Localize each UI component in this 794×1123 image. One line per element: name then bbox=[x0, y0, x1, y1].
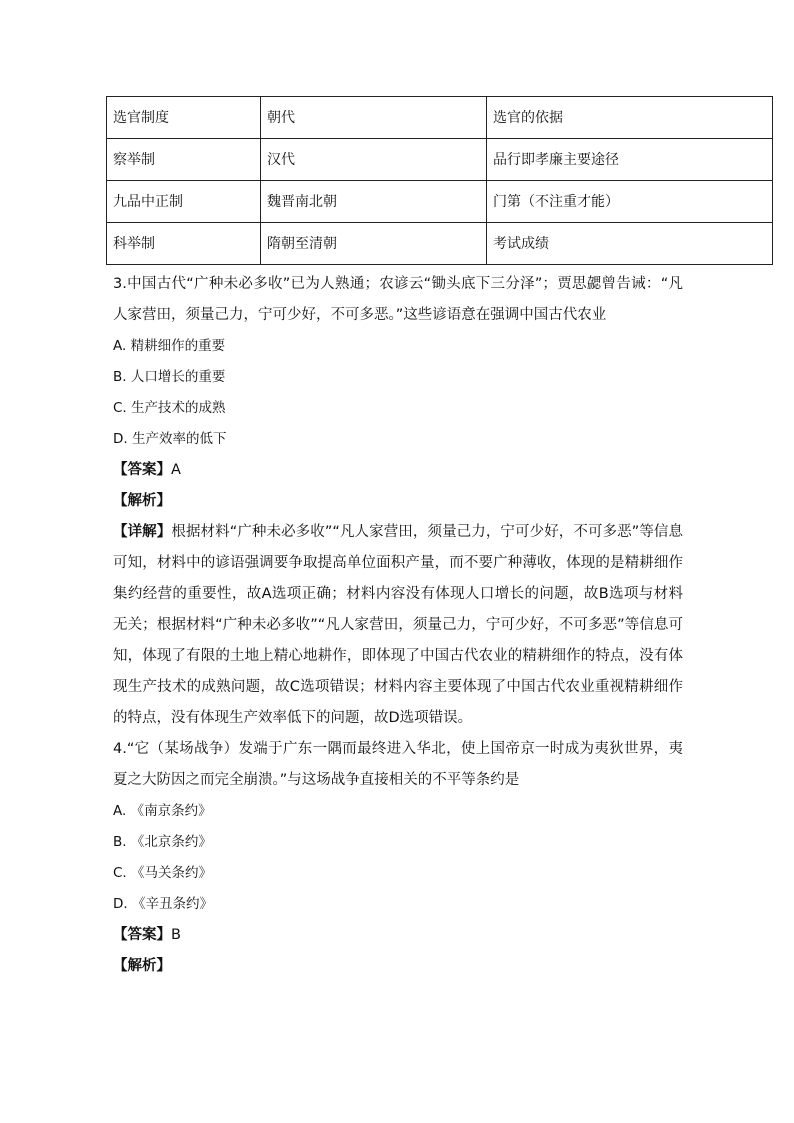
table-cell: 察举制 bbox=[107, 139, 261, 181]
question-4-option-b: B. 《北京条约》 bbox=[113, 834, 212, 850]
question-4-option-c: C. 《马关条约》 bbox=[113, 865, 213, 881]
table-cell: 朝代 bbox=[261, 97, 487, 139]
question-3-option-b: B. 人口增长的重要 bbox=[113, 369, 226, 385]
table-cell: 隋朝至清朝 bbox=[261, 223, 487, 265]
question-4-analysis-tag: 【解析】 bbox=[113, 958, 171, 974]
detail-tag: 【详解】 bbox=[113, 524, 172, 540]
table-cell: 科举制 bbox=[107, 223, 261, 265]
table-cell: 汉代 bbox=[261, 139, 487, 181]
detail-text: 根据材料“广种未必多收”“凡人家营田，须量己力，宁可少好，不可多恶”等信息可知，材料中的谚语强调要争取提高单位面积产量，而不要广种薄收，体现的是精耕细作集约经营的重要性，故A选项正确；材料内容没有体现人口增长的问题，故B选项与材料无关；根据材料“广种未必多收”“凡人家营田，须量己力，宁可少好，不可多恶”等信息可知，体现了有限的土地上精心地耕作，即体现了中国古代农业的精耕细作的特点，没有体现生产技术的成熟问题，故C选项错误；材料内容主要体现了中国古代农业重视精耕细作的特点，没有体现生产效率低下的问题，故D选项错误。 bbox=[113, 524, 684, 726]
question-3-stem: 3.中国古代“广种未必多收”已为人熟通；农谚云“锄头底下三分泽”；贾思勰曾告诫：“凡人家营田，须量己力，宁可少好，不可多恶。”这些谚语意在强调中国古代农业 bbox=[113, 276, 683, 323]
question-3-option-a: A. 精耕细作的重要 bbox=[113, 338, 226, 354]
answer-value: B bbox=[171, 927, 181, 943]
question-4-answer bbox=[113, 920, 683, 951]
table-cell: 选官的依据 bbox=[487, 97, 773, 139]
question-3-analysis-tag: 【解析】 bbox=[113, 493, 171, 509]
selection-system-table bbox=[106, 96, 773, 265]
question-4-option-a: A. 《南京条约》 bbox=[113, 803, 212, 819]
table-cell: 考试成绩 bbox=[487, 223, 773, 265]
table-cell: 选官制度 bbox=[107, 97, 261, 139]
table-cell: 九品中正制 bbox=[107, 181, 261, 223]
table-row bbox=[107, 139, 773, 181]
answer-value: A bbox=[171, 462, 181, 478]
table-row bbox=[107, 223, 773, 265]
table-cell: 魏晋南北朝 bbox=[261, 181, 487, 223]
answer-tag: 【答案】 bbox=[113, 927, 171, 943]
question-4-option-d: D. 《辛丑条约》 bbox=[113, 896, 213, 912]
question-content bbox=[113, 269, 683, 982]
table-cell: 品行即孝廉主要途径 bbox=[487, 139, 773, 181]
table-row bbox=[107, 97, 773, 139]
question-3-option-d: D. 生产效率的低下 bbox=[113, 431, 227, 447]
question-3-answer bbox=[113, 455, 683, 486]
table-row bbox=[107, 181, 773, 223]
table-cell: 门第（不注重才能） bbox=[487, 181, 773, 223]
question-3-option-c: C. 生产技术的成熟 bbox=[113, 400, 226, 416]
question-3-detail bbox=[113, 517, 683, 734]
question-4-stem: 4.“它（某场战争）发端于广东一隅而最终进入华北，使上国帝京一时成为夷狄世界，夷夏之大防因之而完全崩溃。”与这场战争直接相关的不平等条约是 bbox=[113, 741, 683, 788]
answer-tag: 【答案】 bbox=[113, 462, 171, 478]
